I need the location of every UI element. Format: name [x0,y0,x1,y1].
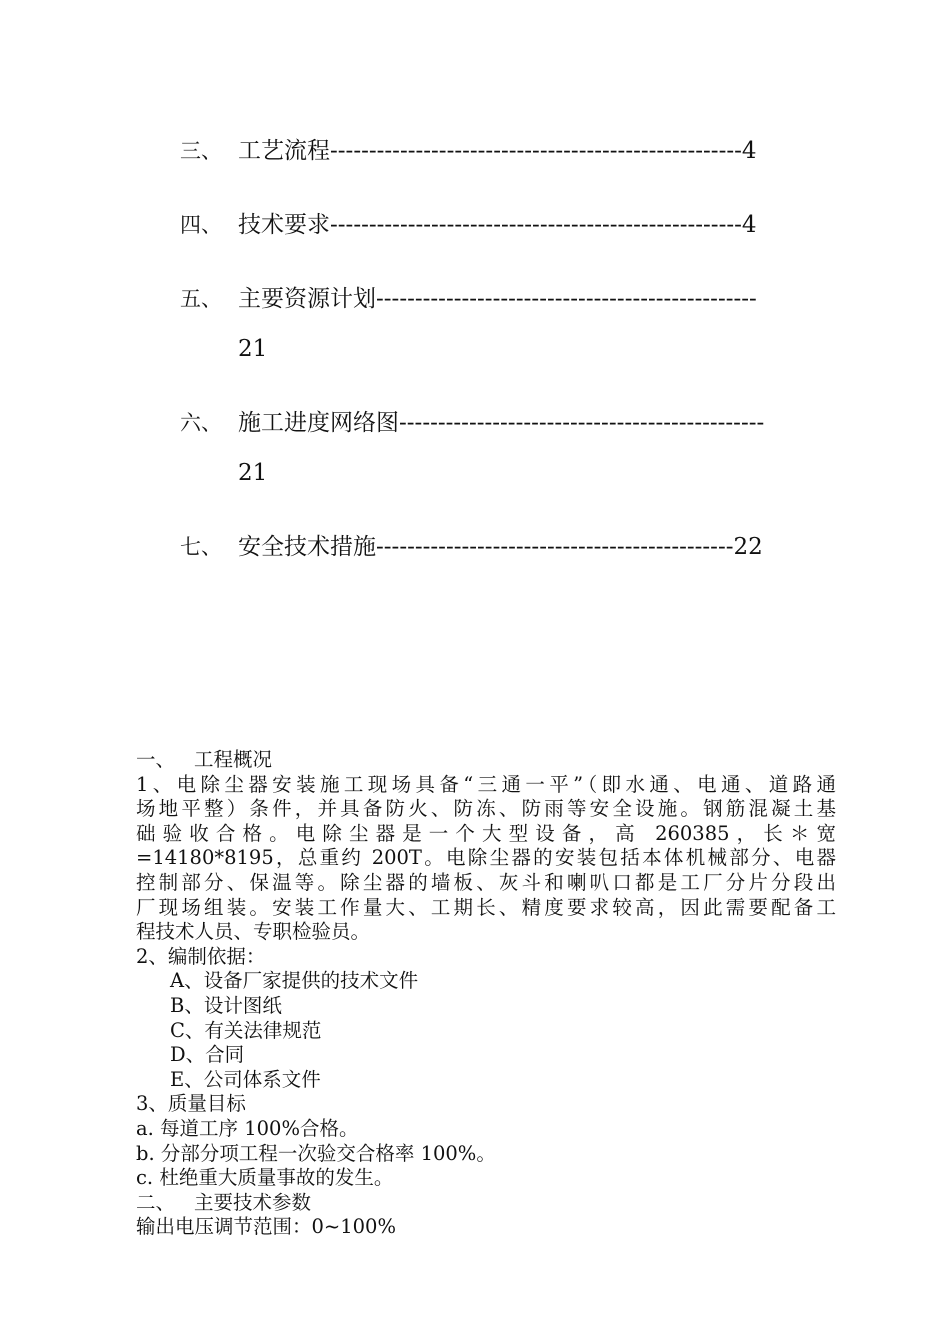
paragraph-line: 厂现场组装。安装工作量大、工期长、精度要求较高，因此需要配备工 [136,895,836,919]
toc-title: 主要资源计划 [238,286,376,312]
toc-title: 技术要求 [238,212,330,238]
toc-leader: ------------------------------------------------- [376,286,757,312]
toc-page: 21 [238,336,268,362]
paragraph-line: 1、电除尘器安装施工现场具备“三通一平”（即水通、电通、道路通 [136,772,836,796]
toc-page: 4 [741,212,757,238]
toc-number: 六、 [180,411,222,435]
heading-number: 一、 [136,748,176,771]
toc-entry-3[interactable] [180,128,840,202]
paragraph-line: 础验收合格。电除尘器是一个大型设备，高 260385，长＊宽 [136,821,836,845]
basis-title: 2、编制依据： [136,944,266,968]
quality-item: b. 分部分项工程一次验交合格率 100%。 [136,1141,496,1165]
basis-item: D、合同 [170,1043,245,1067]
toc-leader: ----------------------------------------------------- [330,138,742,164]
toc-number: 四、 [180,213,222,237]
toc-entry-5[interactable] [180,276,840,400]
heading-number: 二、 [136,1190,176,1214]
toc-entry-6[interactable] [180,400,840,524]
basis-item: C、有关法律规范 [170,1018,322,1042]
paragraph-line: 场地平整）条件，并具备防火、防冻、防雨等安全设施。钢筋混凝土基 [136,797,836,821]
toc-line [238,128,838,174]
toc-line [238,276,838,322]
quality-title: 3、质量目标 [136,1092,246,1116]
toc-line [238,202,838,248]
toc-number: 三、 [180,139,222,163]
quality-item: c. 杜绝重大质量事故的发生。 [136,1166,394,1190]
section-heading-overview [136,748,836,773]
toc-title: 工艺流程 [238,138,330,164]
toc-page: 21 [238,460,268,486]
toc-entry-7[interactable] [180,524,840,598]
toc-title: 安全技术措施 [238,534,376,560]
toc-title: 施工进度网络图 [238,410,399,436]
toc-page: 22 [733,534,763,560]
paragraph-line: 程技术人员、专职检验员。 [136,920,371,944]
toc-page: 4 [741,138,757,164]
toc-number: 七、 [180,535,222,559]
paragraph-line: =14180*8195，总重约 200T。电除尘器的安装包括本体机械部分、电器 [136,846,836,870]
basis-item: E、公司体系文件 [170,1067,321,1091]
toc-leader: ----------------------------------------------- [399,410,765,436]
document-body [136,748,836,1240]
toc-leader: ----------------------------------------------------- [330,212,742,238]
param-line: 输出电压调节范围：0~100% [136,1215,396,1239]
table-of-contents [180,128,840,598]
toc-number: 五、 [180,287,222,311]
paragraph-line: 控制部分、保温等。除尘器的墙板、灰斗和喇叭口都是工厂分片分段出 [136,870,836,894]
toc-line [238,400,838,446]
heading-title: 工程概况 [194,748,273,771]
basis-item: B、设计图纸 [170,993,282,1017]
toc-leader: ---------------------------------------------- [376,534,734,560]
toc-line [238,524,838,570]
toc-entry-4[interactable] [180,202,840,276]
basis-item: A、设备厂家提供的技术文件 [170,969,419,993]
section-heading-params [136,1191,836,1216]
heading-title: 主要技术参数 [194,1190,312,1214]
quality-item: a. 每道工序 100%合格。 [136,1116,359,1140]
